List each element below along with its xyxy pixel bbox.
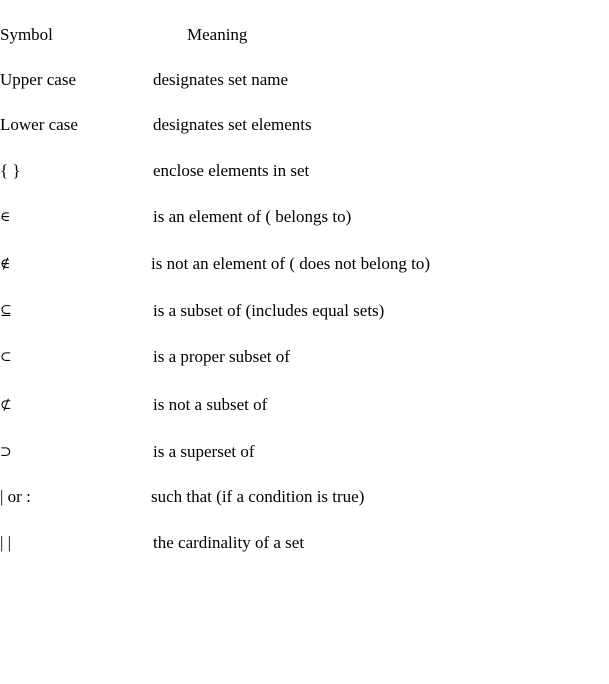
not-element-of-symbol: ∉	[0, 256, 11, 272]
row-symbol: | |	[0, 533, 12, 552]
row-symbol: { }	[0, 161, 21, 180]
row-meaning: is a proper subset of	[153, 347, 290, 366]
row-symbol: Lower case	[0, 115, 78, 134]
proper-subset-symbol: ⊂	[0, 349, 12, 365]
element-of-symbol: ∈	[0, 209, 11, 225]
row-meaning: the cardinality of a set	[153, 533, 305, 552]
meaning-column-header: Meaning	[187, 25, 248, 44]
row-symbol: Upper case	[0, 70, 76, 89]
row-meaning: enclose elements in set	[153, 161, 310, 180]
row-meaning: designates set name	[153, 70, 289, 89]
row-meaning: is not an element of ( does not belong to)	[151, 254, 431, 273]
row-meaning: is a subset of (includes equal sets)	[153, 301, 385, 320]
subset-or-equal-symbol: ⊆	[0, 303, 12, 319]
row-symbol: | or :	[0, 487, 31, 506]
row-meaning: is an element of ( belongs to)	[153, 207, 352, 226]
not-subset-symbol: ⊄	[0, 397, 12, 413]
row-meaning: designates set elements	[153, 115, 312, 134]
superset-symbol: ⊃	[0, 444, 12, 460]
row-meaning: is not a subset of	[153, 395, 268, 414]
row-meaning: is a superset of	[153, 442, 255, 461]
symbol-column-header: Symbol	[0, 25, 53, 44]
row-meaning: such that (if a condition is true)	[151, 487, 365, 506]
